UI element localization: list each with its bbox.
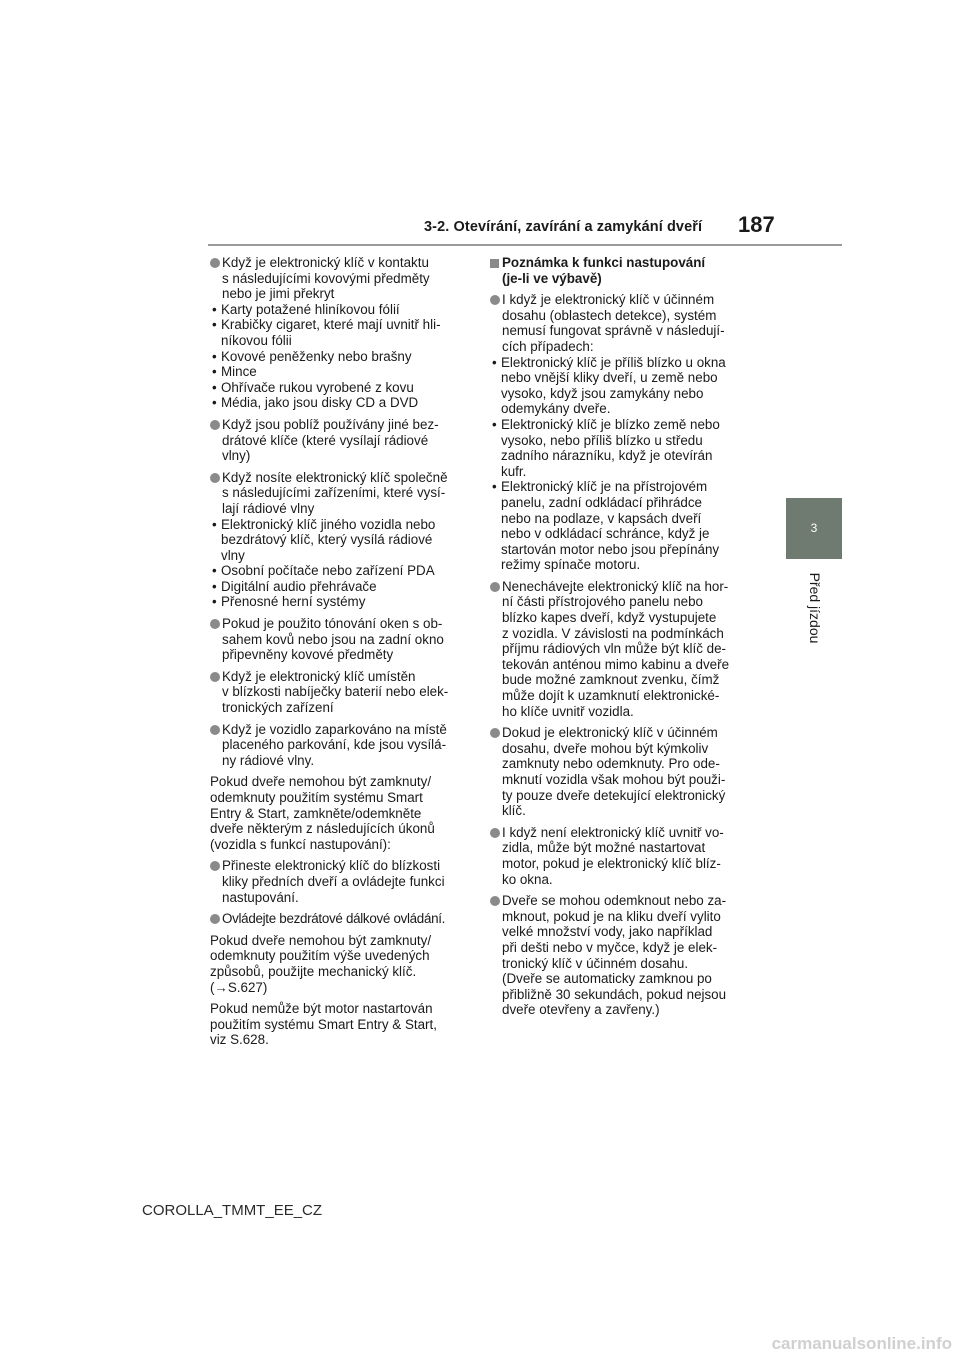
text-line: nemusí fungovat správně v následují- xyxy=(502,323,725,339)
text-line: režimy spínače motoru. xyxy=(501,557,641,573)
text-line: způsobů, použijte mechanický klíč. xyxy=(210,963,417,979)
text-line: použitím systému Smart Entry & Start, xyxy=(210,1016,437,1032)
bullet-item xyxy=(210,417,472,464)
text-line: (je-li ve výbavě) xyxy=(502,270,602,286)
bullet-item xyxy=(490,893,755,1018)
sub-list-item xyxy=(210,395,472,411)
text-line: kufr. xyxy=(501,463,527,479)
text-line: (vozidla s funkcí nastupování): xyxy=(210,836,391,852)
text-line: tronických zařízení xyxy=(222,700,334,716)
text-line: tronický klíč v účinném dosahu. xyxy=(502,955,689,971)
text-line: Dveře se mohou odemknout nebo za- xyxy=(502,893,727,909)
text-line: ho klíče uvnitř vozidla. xyxy=(502,703,634,719)
text-line: (Dveře se automaticky zamknou po xyxy=(502,971,712,987)
text-line: vlny xyxy=(221,547,245,563)
document-code: COROLLA_TMMT_EE_CZ xyxy=(142,1202,323,1219)
text-line: dosahu, dveře mohou být kýmkoliv xyxy=(502,740,709,756)
text-line: Přineste elektronický klíč do blízkosti xyxy=(222,858,441,874)
bullet-dot-icon xyxy=(490,828,500,838)
text-line: dveře otevřeny a zavřeny.) xyxy=(502,1002,660,1018)
text-line: Elektronický klíč je na přístrojovém xyxy=(501,479,708,495)
text-line: Elektronický klíč jiného vozidla nebo xyxy=(221,516,436,532)
sub-list-item xyxy=(210,563,472,579)
sub-bullet-icon: • xyxy=(212,516,217,532)
text-line: ty pouze dveře detekující elektronický xyxy=(502,787,726,803)
text-line: vysoko, když jsou zamykány nebo xyxy=(501,385,704,401)
text-line: Ovládejte bezdrátové dálkové ovládání. xyxy=(222,911,446,927)
bullet-dot-icon xyxy=(210,861,220,871)
sub-list-item xyxy=(490,355,755,417)
sub-bullet-icon: • xyxy=(212,563,217,579)
text-line: v blízkosti nabíječky baterií nebo elek- xyxy=(222,684,449,700)
left-column xyxy=(210,255,472,1054)
text-line: tekován anténou mimo kabinu a dveře xyxy=(502,656,730,672)
text-line: s následujícími kovovými předměty xyxy=(222,270,430,286)
bullet-item xyxy=(490,825,755,887)
bullet-item xyxy=(210,470,472,517)
text-line: Digitální audio přehrávače xyxy=(221,578,377,594)
bullet-item xyxy=(490,725,755,819)
sub-bullet-icon: • xyxy=(212,578,217,594)
text-line: Pokud nemůže být motor nastartován xyxy=(210,1001,433,1017)
bullet-item xyxy=(210,616,472,663)
text-line: nastupování. xyxy=(222,889,299,905)
bullet-dot-icon xyxy=(210,258,220,268)
right-column xyxy=(490,255,755,1024)
sub-list-item xyxy=(490,417,755,479)
text-line: blízko kapes dveří, když vystupujete xyxy=(502,610,717,626)
sub-list-item xyxy=(210,517,472,564)
text-line: při dešti nebo v myčce, když je elek- xyxy=(502,939,718,955)
bullet-dot-icon xyxy=(490,582,500,592)
chapter-label-text: Před jízdou xyxy=(807,572,823,643)
text-line: může dojít k uzamknutí elektronické- xyxy=(502,688,720,704)
text-line: připevněny kovové předměty xyxy=(222,647,394,663)
sub-list-item xyxy=(210,380,472,396)
sub-bullet-icon: • xyxy=(492,354,497,370)
text-line: dosahu (oblastech detekce), systém xyxy=(502,307,717,323)
paragraph xyxy=(210,1001,472,1048)
text-line: Karty potažené hliníkovou fólií xyxy=(221,301,400,317)
section-title: 3-2. Otevírání, zavírání a zamykání dveří xyxy=(424,219,703,235)
text-line: sahem kovů nebo jsou na zadní okno xyxy=(222,631,444,647)
text-line: nebo vnější kliky dveří, u země nebo xyxy=(501,370,718,386)
text-line: mknout, pokud je na kliku dveří vylito xyxy=(502,908,721,924)
text-line: Mince xyxy=(221,364,257,380)
bullet-dot-icon xyxy=(210,619,220,629)
text-line: níkovou fólii xyxy=(221,332,292,348)
text-line: Když je elektronický klíč v kontaktu xyxy=(222,255,429,270)
text-line: Nenechávejte elektronický klíč na hor- xyxy=(502,578,729,594)
sub-list xyxy=(210,302,472,411)
text-line: Poznámka k funkci nastupování xyxy=(502,255,706,270)
text-line: cích případech: xyxy=(502,338,594,354)
sub-bullet-icon: • xyxy=(212,379,217,395)
bullet-dot-icon xyxy=(490,896,500,906)
sub-list-item xyxy=(210,349,472,365)
text-line: placeného parkování, kde jsou vysílá- xyxy=(222,737,447,753)
text-line: Když jsou poblíž používány jiné bez- xyxy=(222,416,439,432)
text-line: Dokud je elektronický klíč v účinném xyxy=(502,725,718,741)
paragraph xyxy=(210,774,472,852)
text-line: Entry & Start, zamkněte/odemkněte xyxy=(210,805,422,821)
bullet-dot-icon xyxy=(490,728,500,738)
text-line: panelu, zadní odkládací přihrádce xyxy=(501,494,702,510)
text-line: (→S.627) xyxy=(210,979,268,995)
text-line: odemykány dveře. xyxy=(501,401,611,417)
square-bullet-icon xyxy=(490,259,499,268)
text-line: vysoko, nebo příliš blízko u středu xyxy=(501,432,703,448)
text-line: s následujícími zařízeními, které vysí- xyxy=(222,485,446,501)
text-line: drátové klíče (které vysílají rádiové xyxy=(222,432,429,448)
bullet-item xyxy=(210,911,472,927)
section-heading xyxy=(490,255,755,286)
sub-list xyxy=(210,517,472,611)
bullet-item xyxy=(210,858,472,905)
text-line: Kovové peněženky nebo brašny xyxy=(221,348,412,364)
sub-list-item xyxy=(210,302,472,318)
text-line: bezdrátový klíč, který vysílá rádiové xyxy=(221,532,433,548)
text-line: mknutí vozidla však mohou být použi- xyxy=(502,772,726,787)
page-number: 187 xyxy=(738,212,775,237)
text-line: Když je elektronický klíč umístěn xyxy=(222,668,416,684)
sub-bullet-icon: • xyxy=(212,364,217,380)
text-line: motor, pokud je elektronický klíč blíz- xyxy=(502,855,721,871)
text-line: příjmu rádiových vln může být klíč de- xyxy=(502,641,726,657)
sub-list-item xyxy=(210,579,472,595)
text-line: dveře některým z následujících úkonů xyxy=(210,821,435,837)
bullet-dot-icon xyxy=(210,473,220,483)
bullet-dot-icon xyxy=(210,725,220,735)
text-line: Média, jako jsou disky CD a DVD xyxy=(221,395,419,411)
text-line: I když není elektronický klíč uvnitř vo- xyxy=(502,824,724,840)
bullet-dot-icon xyxy=(210,420,220,430)
sub-list-item xyxy=(210,594,472,610)
sub-bullet-icon: • xyxy=(212,317,217,333)
text-line: nebo v odkládací schránce, když je xyxy=(501,526,710,542)
text-line: zadního nárazníku, když je otevírán xyxy=(501,448,713,464)
text-line: ny rádiové vlny. xyxy=(222,752,315,768)
text-line: zamknuty nebo odemknuty. Pro ode- xyxy=(502,756,720,772)
bullet-item xyxy=(210,255,472,302)
sub-bullet-icon: • xyxy=(212,348,217,364)
chapter-label xyxy=(795,560,835,655)
sub-bullet-icon: • xyxy=(212,594,217,610)
bullet-dot-icon xyxy=(210,914,220,924)
watermark: carmanualsonline.info xyxy=(771,1334,952,1353)
bullet-dot-icon xyxy=(210,672,220,682)
bullet-item xyxy=(210,669,472,716)
text-line: Když je vozidlo zaparkováno na místě xyxy=(222,721,447,737)
text-line: Elektronický klíč je příliš blízko u okna xyxy=(501,354,726,370)
text-line: nebo na podlaze, v kapsách dveří xyxy=(501,510,702,526)
text-line: klíč. xyxy=(502,803,526,819)
text-line: startován motor nebo jsou přepínány xyxy=(501,541,720,557)
text-line: přibližně 30 sekundách, pokud nejsou xyxy=(502,986,727,1002)
text-line: Pokud je použito tónování oken s ob- xyxy=(222,616,443,632)
text-line: ní části přístrojového panelu nebo xyxy=(502,594,703,610)
header-divider xyxy=(208,244,842,246)
text-line: bude možné zamknout zvenku, čímž xyxy=(502,672,720,688)
sub-list-item xyxy=(210,317,472,348)
text-line: kliky předních dveří a ovládejte funkci xyxy=(222,873,445,889)
text-line: nebo je jimi překryt xyxy=(222,286,335,302)
text-line: vlny) xyxy=(222,448,251,464)
text-line: Ohřívače rukou vyrobené z kovu xyxy=(221,379,414,395)
text-line: z vozidla. V závislosti na podmínkách xyxy=(502,625,724,641)
bullet-item xyxy=(490,292,755,354)
chapter-tab: 3 xyxy=(786,498,842,559)
text-line: odemknuty použitím systému Smart xyxy=(210,790,423,805)
bullet-item xyxy=(490,579,755,719)
sub-list xyxy=(490,355,755,573)
text-line: zidla, může být možné nastartovat xyxy=(502,840,706,856)
sub-list-item xyxy=(490,479,755,573)
sub-bullet-icon: • xyxy=(212,301,217,317)
text-line: ko okna. xyxy=(502,871,553,887)
text-line: Pokud dveře nemohou být zamknuty/ xyxy=(210,932,432,948)
sub-bullet-icon: • xyxy=(492,479,497,495)
text-line: Přenosné herní systémy xyxy=(221,594,366,610)
text-line: viz S.628. xyxy=(210,1032,269,1048)
text-line: Pokud dveře nemohou být zamknuty/ xyxy=(210,774,432,790)
bullet-item xyxy=(210,722,472,769)
text-line: Elektronický klíč je blízko země nebo xyxy=(501,416,720,432)
text-line: I když je elektronický klíč v účinném xyxy=(502,292,715,308)
text-line: odemknuty použitím výše uvedených xyxy=(210,948,430,964)
bullet-dot-icon xyxy=(490,295,500,305)
text-line: lají rádiové vlny xyxy=(222,500,315,516)
text-line: Když nosíte elektronický klíč společně xyxy=(222,469,448,485)
paragraph xyxy=(210,933,472,995)
sub-bullet-icon: • xyxy=(212,395,217,411)
sub-list-item xyxy=(210,364,472,380)
sub-bullet-icon: • xyxy=(492,416,497,432)
text-line: velké množství vody, jako například xyxy=(502,924,713,940)
text-line: Osobní počítače nebo zařízení PDA xyxy=(221,563,435,579)
text-line: Krabičky cigaret, které mají uvnitř hli- xyxy=(221,317,441,333)
